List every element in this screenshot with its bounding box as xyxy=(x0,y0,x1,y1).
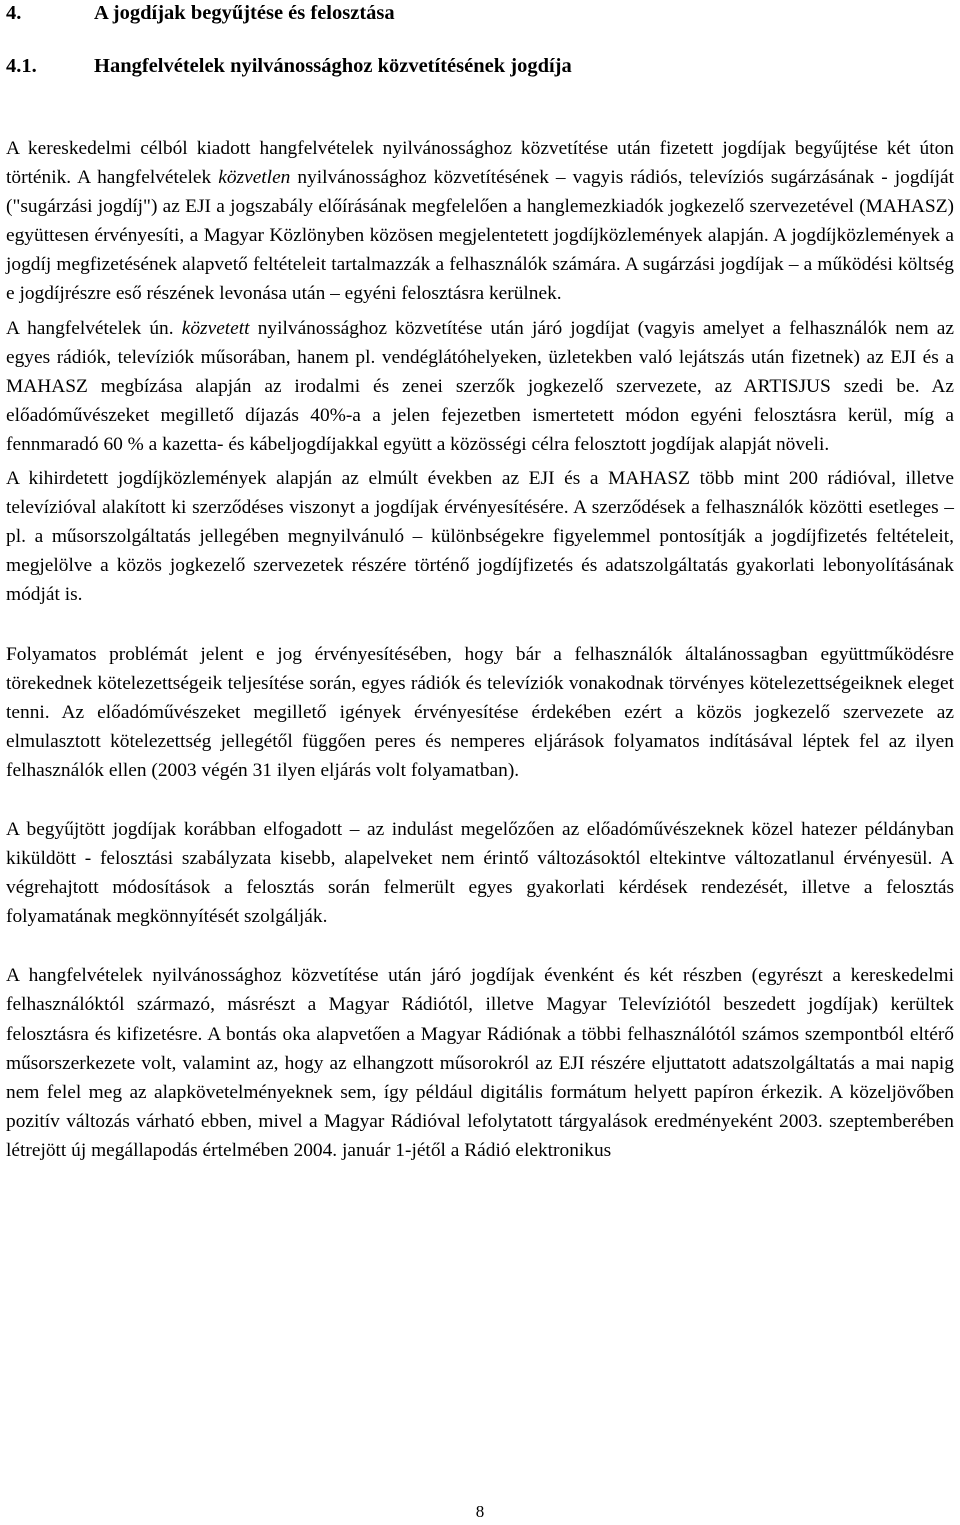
paragraph-2: A hangfelvételek ún. közvetett nyilvánossághoz közvetítése után járó jogdíjat (vagyis amelyet a felhasználók nem az egyes rádiók, televíziók műsorában, hanem pl. vendéglátóhelyeken, üzletekben való lejátszás után fizetnek) az EJI és a MAHASZ megbízása alapján az irodalmi és zenei szerzők jogkezelő szervezete, az ARTISJUS szedi be. Az előadóművészeket megillető díjazás 40%-a a jelen fejezetben ismertetett módon egyéni felosztásra kerül, míg a fennmaradó 60 % a kazetta- és kábeljogdíjakkal együtt a közösségi célra felosztott jogdíjak alapját növeli. xyxy=(6,317,955,455)
emphasis-indirect: közvetett xyxy=(181,317,250,339)
section-heading xyxy=(6,53,954,79)
paragraph-6: A hangfelvételek nyilvánossághoz közvetítése után járó jogdíjak évenként és két részben (egyrészt a kereskedelmi felhasználóktól származó, másrészt a Magyar Rádiótól, illetve Magyar Televíziótól beszedett jogdíjak) kerültek felosztásra és kifizetésre. A bontás oka alapvetően a Magyar Rádiónak a többi felhasználótól számos szempontból eltérő műsorszerkezete volt, valamint az, hogy az elhangzott műsorokról az EJI részére eljuttatott adatszolgáltatás a mai napig nem felel meg az alapkövetelményeknek sem, így például digitális formátum helyett papíron érkezik. A közeljövőben pozitív változás várható ebben, mivel a Magyar Rádióval lefolytatott tárgyalások eredményeként 2003. szeptemberében létrejött új megállapodás értelmében 2004. január 1-jétől a Rádió elektronikus xyxy=(6,965,954,1161)
emphasis-direct: közvetlen xyxy=(218,167,291,189)
paragraph-4: Folyamatos problémát jelent e jog érvényesítésében, hogy bár a felhasználók általánossagban együttműködésre törekednek kötelezettségeik teljesítése során, egyes rádiók és televíziók vonakodnak törvényes kötelezettségeiknek eleget tenni. Az előadóművészeket megillető igények érvényesítése érdekében ezért a közös jogkezelő szervezete az elmulasztott kötelezettség jellegétől függően peres és nemperes eljárások folyamatos indításával léptek fel az ilyen felhasználók ellen (2003 végén 31 ilyen eljárás volt folyamatban). xyxy=(6,643,954,781)
paragraph-1: A kereskedelmi célból kiadott hangfelvételek nyilvánossághoz közvetítése után fizetett jogdíjak begyűjtése két úton történik. A hangfelvételek közvetlen nyilvánossághoz közvetítésének – vagyis rádiós, televíziós sugárzásának - jogdíját ("sugárzási jogdíj") az EJI a jogszabály előírásának megfelelően a hanglemezkiadók jogkezelő szervezetével (MAHASZ) együttesen érvényesíti, a Magyar Közlönyben közösen megjelentetett jogdíjközlemények alapján. A jogdíjközlemények a jogdíj megfizetésének alapvető feltételeit tartalmazzák a felhasználók számára. A sugárzási jogdíjak – a működési költség e jogdíjrészre eső részének levonása után – egyéni felosztásra kerülnek. xyxy=(6,138,954,305)
section-number: 4.1. xyxy=(6,55,37,77)
section-title: Hangfelvételek nyilvánossághoz közvetítésének jogdíja xyxy=(94,55,572,77)
chapter-number: 4. xyxy=(6,2,22,24)
paragraph-3: A kihirdetett jogdíjközlemények alapján az elmúlt években az EJI és a MAHASZ több mint 200 rádióval, illetve televízióval alakított ki szerződéses viszonyt a jogdíjak érvényesítésére. A szerződések a felhasználók közötti esetleges – pl. a műsorszolgáltatás jellegében megnyilvánuló – különbségekre figyelemmel pontosítják a jogdíjfizetés feltételeit, megjelölve a közös jogkezelő szervezetek részére történő jogdíjfizetés és adatszolgáltatás gyakorlati lebonyolításának módját is. xyxy=(6,468,954,606)
paragraph-5: A begyűjtött jogdíjak korábban elfogadott – az indulást megelőzően az előadóművészeknek közel hatezer példányban kiküldött - felosztási szabályzata kisebb, alapelveket nem érintő változásoktól eltekintve változatlanul érvényesül. A végrehajtott módosítások a felosztás során felmerült egyes gyakorlati kérdések rendezését, illetve a felosztás folyamatának megkönnyítését szolgálják. xyxy=(6,818,954,928)
chapter-title: A jogdíjak begyűjtése és felosztása xyxy=(94,2,395,24)
chapter-heading xyxy=(6,0,954,26)
body-text xyxy=(6,134,954,1165)
page-number: 8 xyxy=(475,1502,485,1521)
